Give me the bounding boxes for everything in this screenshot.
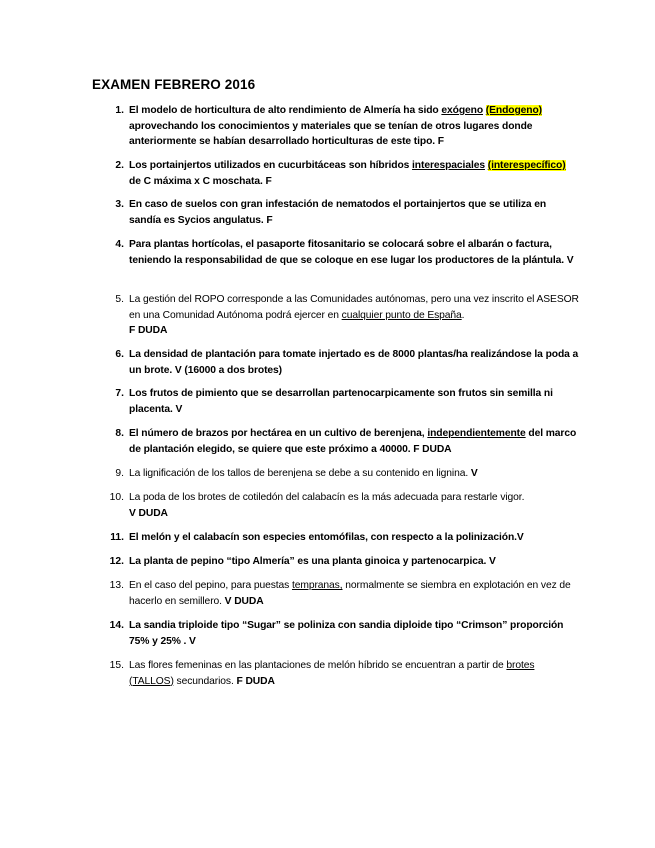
question-number: 4. bbox=[115, 239, 124, 250]
question-text bbox=[129, 292, 579, 339]
question-number: 8. bbox=[115, 428, 124, 439]
question-number: 7. bbox=[115, 388, 124, 399]
question-text-part: El modelo de horticultura de alto rendimiento de Almería ha sido bbox=[129, 105, 442, 116]
question-text-part: de C máxima x C moschata. F bbox=[129, 175, 272, 187]
question-text bbox=[129, 530, 579, 546]
question-text bbox=[129, 158, 579, 189]
question-text-part: En el caso del pepino, para puestas bbox=[129, 580, 292, 591]
question-number: 12. bbox=[109, 556, 124, 567]
question-number: 2. bbox=[115, 160, 124, 171]
question-text bbox=[129, 658, 579, 689]
question-text-part: Las flores femeninas en las plantaciones de melón híbrido se encuentran a partir de bbox=[129, 660, 507, 671]
question-text-part: Para plantas hortícolas, el pasaporte fitosanitario se colocará sobre el albarán o factura, teniendo la responsabilidad de que se coloque en ese lugar los productores de la plántula. V bbox=[129, 239, 574, 266]
question-text-part: V bbox=[470, 468, 478, 479]
underlined-text: cualquier punto de España bbox=[341, 309, 462, 321]
question-text-part: Los frutos de pimiento que se desarrollan partenocarpicamente son frutos sin semilla ni placenta. V bbox=[129, 388, 553, 415]
underlined-text: exógeno bbox=[441, 105, 484, 116]
question-text-part: secundarios. bbox=[173, 675, 237, 687]
question-number: 9. bbox=[115, 468, 124, 479]
question-number: 1. bbox=[115, 105, 124, 116]
question-number: 6. bbox=[115, 349, 124, 360]
question-text bbox=[129, 103, 579, 150]
question-text-part: La poda de los brotes de cotiledón del calabacín es la más adecuada para restarle vigor. bbox=[129, 492, 525, 503]
question-text-part: La planta de pepino “tipo Almería” es una planta ginoica y partenocarpica. V bbox=[129, 556, 496, 567]
question-text bbox=[129, 237, 579, 268]
question-text-part: V DUDA bbox=[129, 507, 168, 519]
page-title: EXAMEN FEBRERO 2016 bbox=[92, 77, 256, 92]
question-text bbox=[129, 197, 579, 228]
question-text-part: La lignificación de los tallos de berenjena se debe a su contenido en lignina. bbox=[129, 468, 471, 479]
question-text-part: del marco de plantación elegido, se quiere que este próximo a 40000. F DUDA bbox=[129, 428, 577, 455]
question-text bbox=[129, 578, 579, 609]
underlined-text: tempranas, bbox=[291, 580, 343, 591]
highlighted-correction: (interespecífico) bbox=[487, 160, 566, 171]
question-text-part: Los portainjertos utilizados en cucurbitáceas son híbridos bbox=[129, 160, 413, 171]
underlined-text: independientemente bbox=[427, 428, 526, 439]
question-text-part: El número de brazos por hectárea en un cultivo de berenjena, bbox=[129, 428, 428, 439]
question-text bbox=[129, 554, 579, 570]
question-text-part: La gestión del ROPO corresponde a las Comunidades autónomas, pero una vez inscrito el ASESOR en una Comunidad Autónoma podrá ejercer en bbox=[129, 294, 579, 321]
question-number: 5. bbox=[115, 294, 124, 305]
question-text bbox=[129, 466, 579, 482]
highlighted-correction: (Endogeno) bbox=[485, 105, 542, 116]
underlined-text: interespaciales bbox=[412, 160, 485, 171]
question-text-part: La sandia triploide tipo “Sugar” se poliniza con sandia diploide tipo “Crimson” proporción 75% y 25% . V bbox=[129, 620, 564, 647]
question-text-part: La densidad de plantación para tomate injertado es de 8000 plantas/ha realizándose la poda a un brote. V (16000 a dos brotes) bbox=[129, 349, 579, 376]
question-text bbox=[129, 386, 579, 417]
question-text-part: . bbox=[461, 309, 465, 321]
question-text-part: F DUDA bbox=[236, 675, 275, 687]
question-text-part: En caso de suelos con gran infestación de nematodos el portainjertos que se utiliza en sandía es Sycios angulatus. F bbox=[129, 199, 547, 226]
question-number: 11. bbox=[110, 532, 124, 543]
question-text bbox=[129, 618, 579, 649]
question-text-part: V DUDA bbox=[224, 595, 264, 607]
question-text bbox=[129, 426, 579, 457]
question-text-part: F DUDA bbox=[129, 325, 168, 336]
question-number: 15. bbox=[109, 660, 124, 671]
question-text bbox=[129, 490, 579, 521]
question-number: 10. bbox=[109, 492, 124, 503]
underlined-text: brotes (TALLOS) bbox=[129, 660, 535, 687]
question-text-part: normalmente se siembra en explotación en vez de hacerlo en semillero. bbox=[129, 580, 571, 607]
question-text bbox=[129, 347, 579, 378]
question-text-part: aprovechando los conocimientos y materiales que se tenían de otros lugares donde anteriormente se habían desarrollado horticulturas de este tipo. F bbox=[129, 120, 533, 147]
question-number: 3. bbox=[115, 199, 124, 210]
question-number: 13. bbox=[109, 580, 124, 591]
question-number: 14. bbox=[109, 620, 124, 631]
question-text-part: El melón y el calabacín son especies entomófilas, con respecto a la polinización.V bbox=[129, 532, 524, 543]
